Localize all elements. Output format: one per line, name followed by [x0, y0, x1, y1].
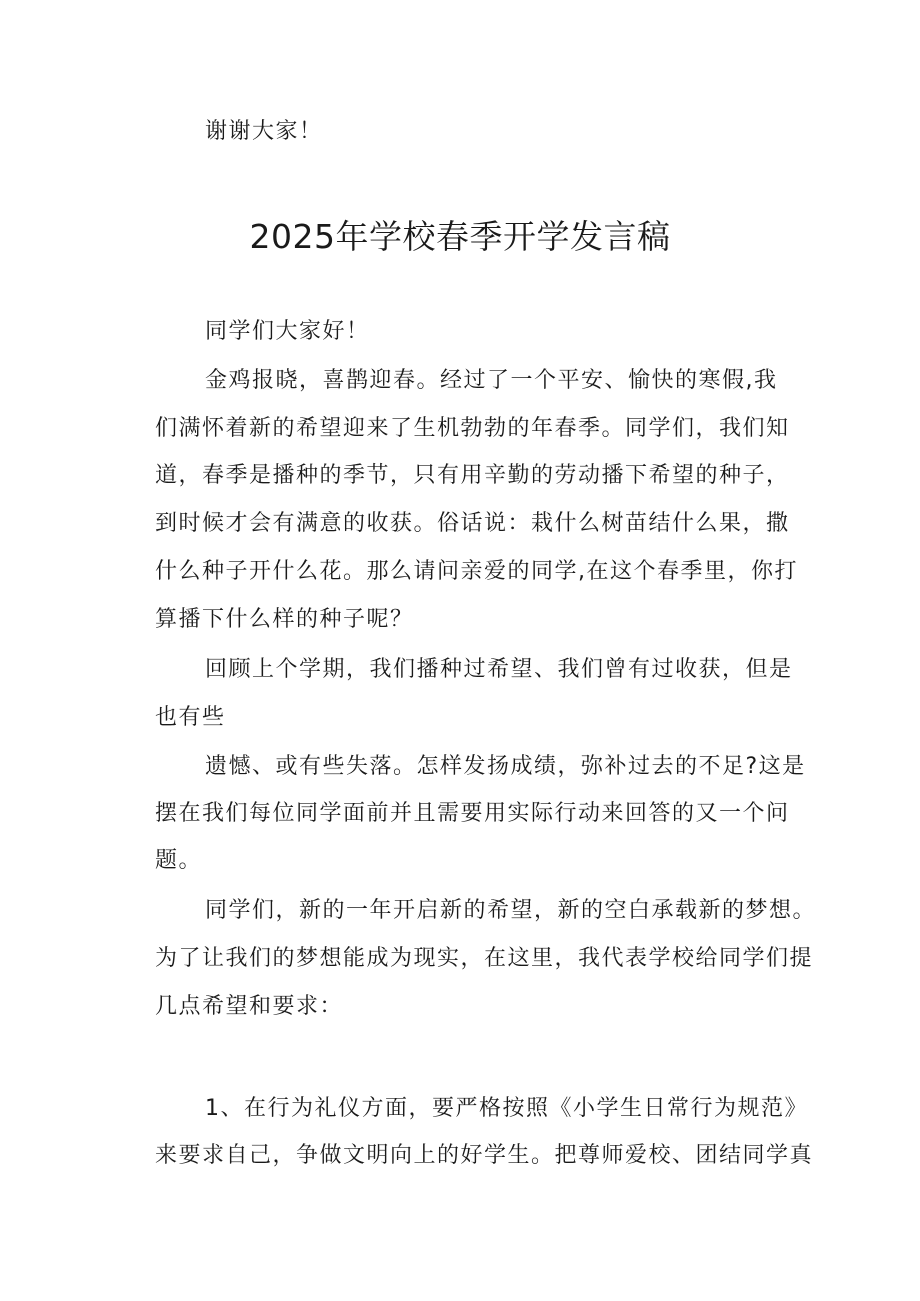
paragraph-4-line: 同学们，新的一年开启新的希望，新的空白承载新的梦想。	[205, 898, 817, 923]
paragraph-2-line: 也有些	[155, 705, 226, 730]
page-title: 2025年学校春季开学发言稿	[249, 217, 671, 256]
paragraph-1-line: 金鸡报晓，喜鹊迎春。经过了一个平安、愉快的寒假,我	[205, 368, 778, 393]
greeting-line: 同学们大家好！	[205, 319, 370, 344]
paragraph-1-line: 道，春季是播种的季节，只有用辛勤的劳动播下希望的种子，	[155, 463, 790, 488]
paragraph-3-line: 遗憾、或有些失落。怎样发扬成绩，弥补过去的不足?这是	[205, 754, 806, 779]
paragraph-1-line: 算播下什么样的种子呢？	[155, 607, 414, 632]
paragraph-1-line: 什么种子开什么花。那么请问亲爱的同学,在这个春季里，你打	[155, 559, 798, 584]
paragraph-4-line: 为了让我们的梦想能成为现实，在这里，我代表学校给同学们提	[155, 946, 814, 971]
paragraph-1-line: 们满怀着新的希望迎来了生机勃勃的年春季。同学们，我们知	[155, 416, 790, 441]
closing-line: 谢谢大家！	[205, 119, 323, 144]
paragraph-5-line: 1、在行为礼仪方面，要严格按照《小学生日常行为规范》	[205, 1096, 808, 1121]
paragraph-2-line: 回顾上个学期，我们播种过希望、我们曾有过收获，但是	[205, 657, 793, 682]
paragraph-3-line: 题。	[155, 848, 203, 873]
paragraph-1-line: 到时候才会有满意的收获。俗话说：栽什么树苗结什么果，撒	[155, 511, 790, 536]
paragraph-5-line: 来要求自己，争做文明向上的好学生。把尊师爱校、团结同学真	[155, 1143, 814, 1168]
paragraph-3-line: 摆在我们每位同学面前并且需要用实际行动来回答的又一个问	[155, 801, 790, 826]
paragraph-4-line: 几点希望和要求：	[155, 994, 344, 1019]
